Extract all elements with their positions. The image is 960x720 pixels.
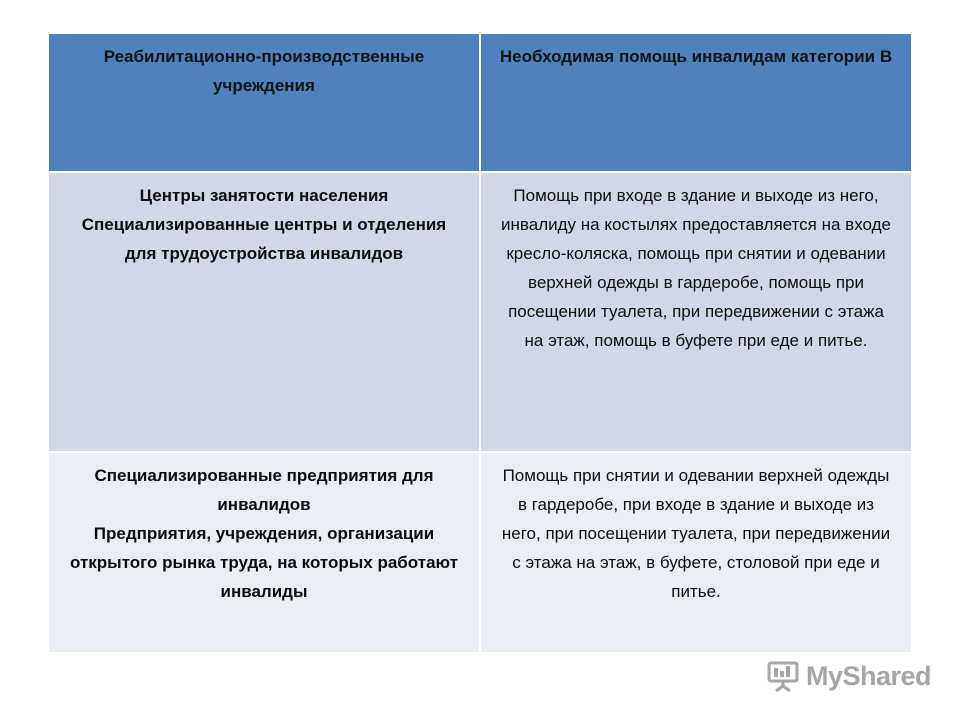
row-2-institution-2: Предприятия, учреждения, организации открытого рынка труда, на которых работают инвалиды [70,524,458,601]
table-header-help [481,34,911,171]
info-table [49,34,911,652]
row-2-institution-1: Специализированные предприятия для инвалидов [94,466,434,514]
row-1-institutions-cell [49,173,479,451]
row-2-help-cell [481,453,911,652]
myshared-watermark [766,656,931,696]
presentation-board-icon [766,659,800,693]
header-text-help: Необходимая помощь инвалидам категории В [499,47,893,66]
row-2-institutions-cell [49,453,479,652]
row-1-institution-1: Центры занятости населения [139,186,389,205]
table-header-institutions [49,34,479,171]
row-1-help-cell [481,173,911,451]
row-1-help-text: Помощь при входе в здание и выходе из него, инвалиду на костылях предоставляется на входе кресло-коляска, помощь при снятии и одевании верхней одежды в гардеробе, помощь при посещении туалета, при передвижении с этажа на этаж, помощь в буфете при еде и питье. [501,186,891,350]
row-2-help-text: Помощь при снятии и одевании верхней одежды в гардеробе, при входе в здание и выходе из него, при посещении туалета, при передвижении с этажа на этаж, в буфете, столовой при еде и питье. [501,466,891,601]
header-text-institutions: Реабилитационно-производственные учреждения [103,47,425,95]
watermark-text: MyShared [806,660,932,691]
row-1-institution-2: Специализированные центры и отделения для трудоустройства инвалидов [81,215,447,263]
